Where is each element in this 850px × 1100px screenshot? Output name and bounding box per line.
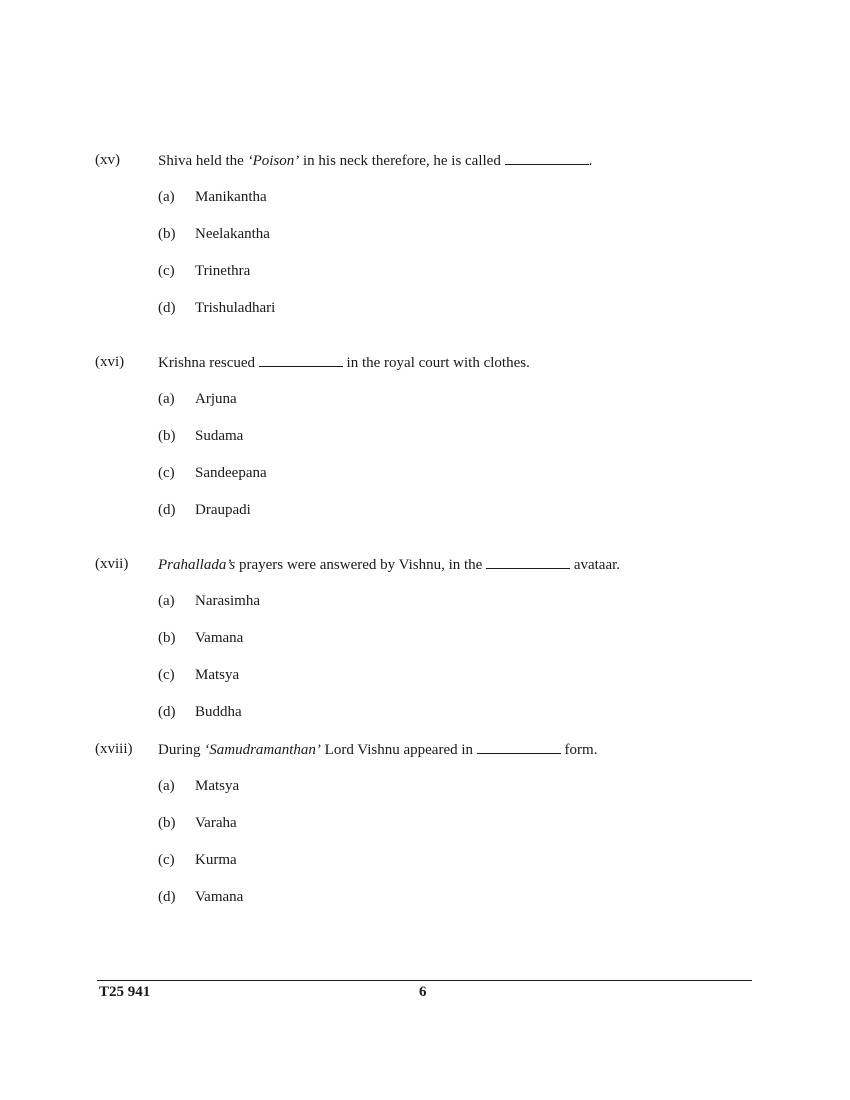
- option-letter: (b): [158, 226, 176, 242]
- option-text: Vamana: [195, 630, 244, 646]
- option-text: Trishuladhari: [195, 300, 276, 316]
- option-text: Arjuna: [195, 391, 237, 407]
- question-text-part: Krishna rescued: [158, 355, 259, 371]
- question-number: (xvii): [95, 556, 129, 572]
- question-number: (xviii): [95, 741, 133, 757]
- answer-blank: [477, 741, 561, 754]
- question-number: (xv): [95, 152, 120, 168]
- option-letter: (b): [158, 815, 176, 831]
- option-letter: (c): [158, 852, 175, 868]
- question-text-part: .: [588, 153, 593, 169]
- question-text-part: in the royal court with clothes.: [342, 355, 530, 371]
- option-letter: (c): [158, 667, 175, 683]
- option-text: Vamana: [195, 889, 244, 905]
- question-text-part: Shiva held the: [158, 153, 248, 169]
- option-letter: (b): [158, 428, 176, 444]
- option-letter: (c): [158, 465, 175, 481]
- option-text: Sudama: [195, 428, 244, 444]
- option-letter: (c): [158, 263, 175, 279]
- answer-blank: [505, 152, 589, 165]
- option-text: Neelakantha: [195, 226, 270, 242]
- question-italic-term: ‘Samudramanthan’: [204, 742, 321, 758]
- question-text-part: During: [158, 742, 205, 758]
- option-letter: (a): [158, 778, 175, 794]
- footer-page-number: 6: [419, 984, 427, 1000]
- option-text: Kurma: [195, 852, 237, 868]
- option-text: Narasimha: [195, 593, 260, 609]
- answer-blank: [486, 556, 570, 569]
- question-text-part: prayers were answered by Vishnu, in the: [235, 557, 487, 573]
- option-letter: (a): [158, 189, 175, 205]
- option-text: Trinethra: [195, 263, 251, 279]
- footer-paper-code: T25 941: [99, 984, 151, 1000]
- option-letter: (d): [158, 889, 176, 905]
- option-letter: (d): [158, 704, 176, 720]
- option-letter: (b): [158, 630, 176, 646]
- question-text-part: in his neck therefore, he is called: [299, 153, 505, 169]
- question-text: [158, 152, 592, 170]
- question-text-part: Lord Vishnu appeared in: [320, 742, 477, 758]
- question-italic-term: Prahallada’s: [158, 557, 236, 573]
- question-text-part: form.: [560, 742, 598, 758]
- question-text: [158, 556, 620, 574]
- option-text: Varaha: [195, 815, 237, 831]
- option-letter: (a): [158, 593, 175, 609]
- option-letter: (a): [158, 391, 175, 407]
- question-number: (xvi): [95, 354, 125, 370]
- question-text: [158, 741, 597, 759]
- option-letter: (d): [158, 502, 176, 518]
- question-text-part: avataar.: [570, 557, 621, 573]
- question-italic-term: ‘Poison’: [247, 153, 300, 169]
- answer-blank: [259, 354, 343, 367]
- option-text: Draupadi: [195, 502, 251, 518]
- option-letter: (d): [158, 300, 176, 316]
- option-text: Sandeepana: [195, 465, 267, 481]
- question-text: [158, 354, 530, 372]
- option-text: Manikantha: [195, 189, 267, 205]
- footer-divider: [97, 980, 752, 981]
- option-text: Matsya: [195, 778, 240, 794]
- option-text: Buddha: [195, 704, 242, 720]
- option-text: Matsya: [195, 667, 240, 683]
